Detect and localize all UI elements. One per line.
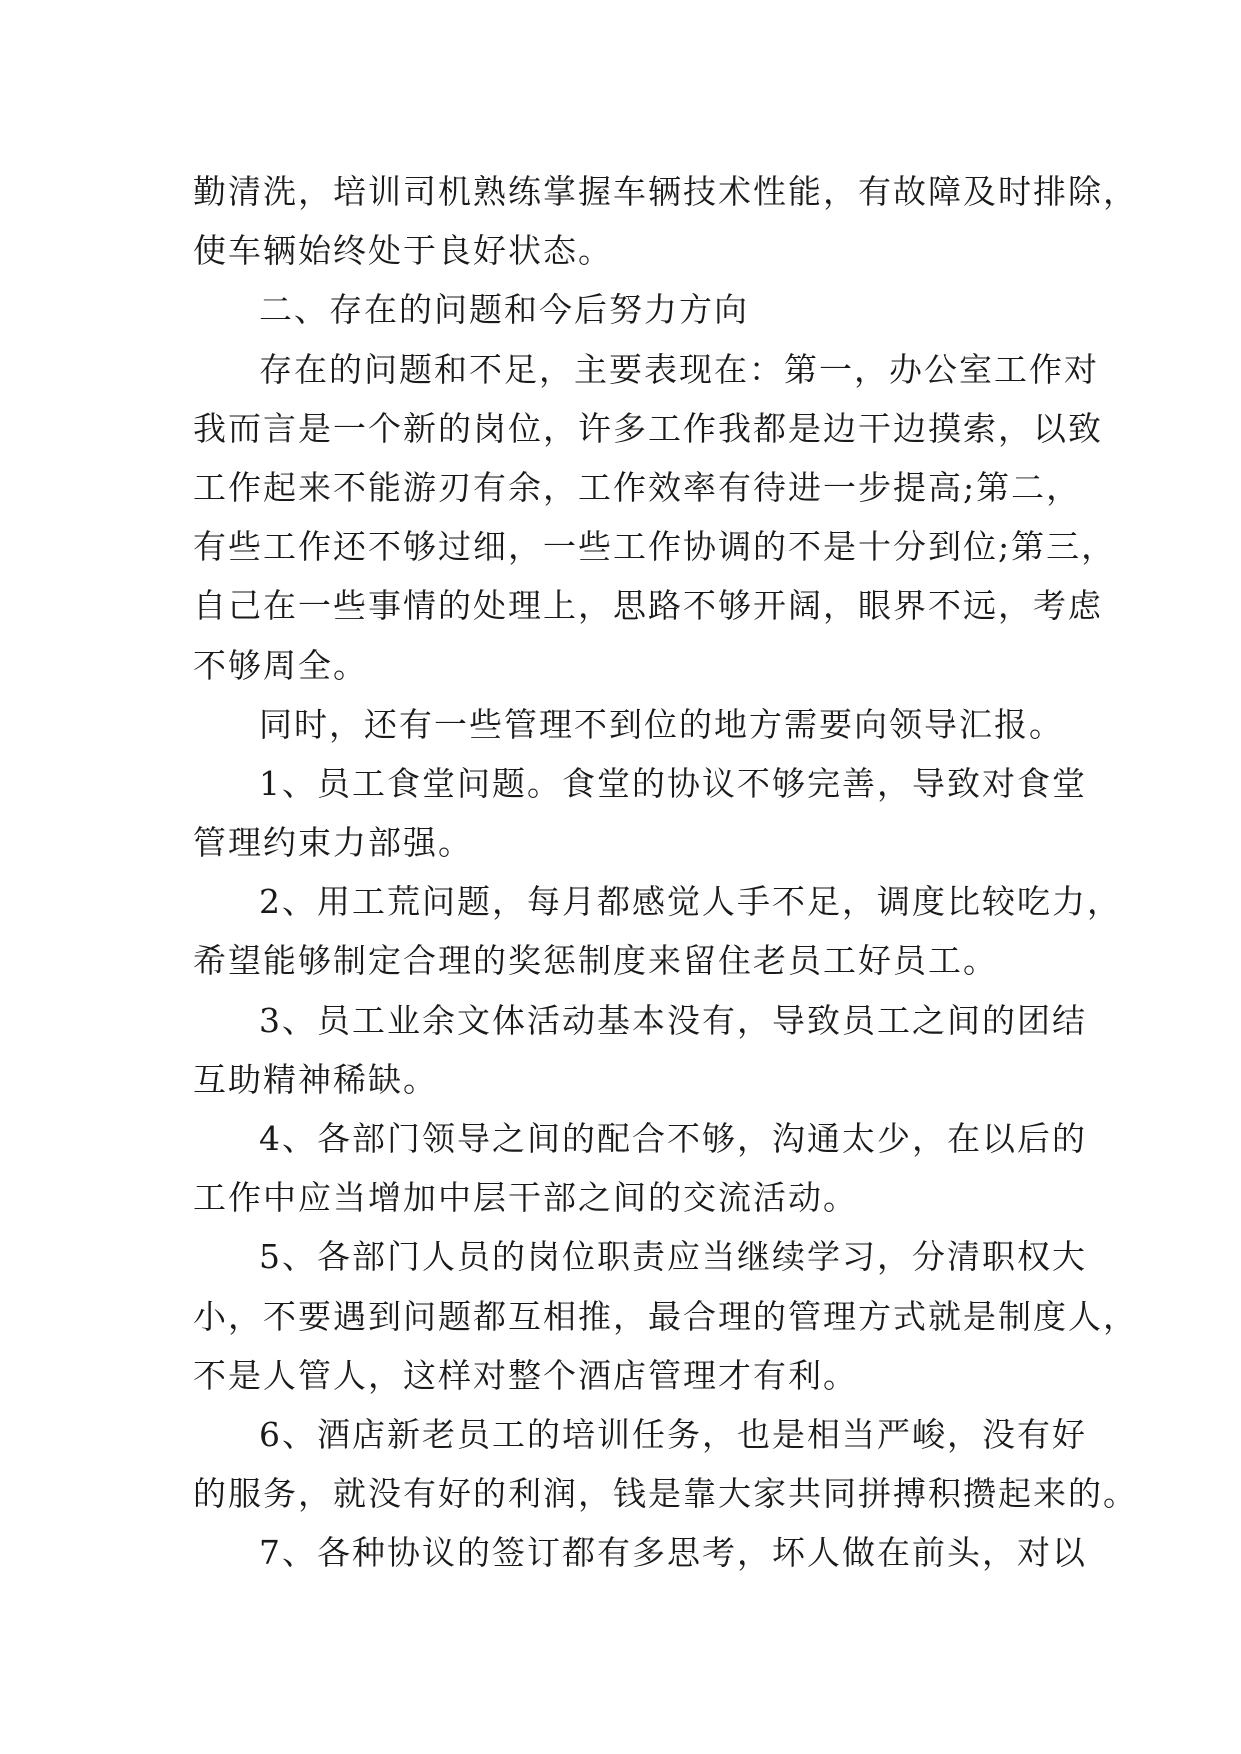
text-line: 勤清洗，培训司机熟练掌握车辆技术性能，有故障及时排除， [193,172,1138,211]
text-line: 自己在一些事情的处理上，思路不够开阔，眼界不远，考虑 [193,586,1103,626]
list-item-1: 1、员工食堂问题。食堂的协议不够完善，导致对食堂 [259,763,1087,803]
text-line: 使车辆始终处于良好状态。 [193,231,613,271]
list-item-7: 7、各种协议的签订都有多思考，坏人做在前头，对以 [259,1533,1087,1573]
text-line: 存在的问题和不足，主要表现在：第一，办公室工作对 [259,349,1099,389]
list-item-3: 3、员工业余文体活动基本没有，导致员工之间的团结 [259,1000,1087,1040]
text-line: 的服务，就没有好的利润，钱是靠大家共同拼搏积攒起来的。 [193,1474,1138,1514]
section-heading: 二、存在的问题和今后努力方向 [259,290,749,330]
text-line: 小，不要遇到问题都互相推，最合理的管理方式就是制度人， [193,1296,1138,1336]
text-line: 互助精神稀缺。 [193,1059,438,1099]
text-line: 工作中应当增加中层干部之间的交流活动。 [193,1178,858,1218]
text-line: 希望能够制定合理的奖惩制度来留住老员工好员工。 [193,941,998,981]
document-body [193,162,1138,1583]
text-line: 不是人管人，这样对整个酒店管理才有利。 [193,1355,858,1395]
text-line: 我而言是一个新的岗位，许多工作我都是边干边摸索，以致 [193,408,1103,448]
text-line: 同时，还有一些管理不到位的地方需要向领导汇报。 [259,704,1064,744]
list-item-4: 4、各部门领导之间的配合不够，沟通太少，在以后的 [259,1119,1087,1158]
list-item-6: 6、酒店新老员工的培训任务，也是相当严峻，没有好 [259,1414,1087,1454]
text-line: 有些工作还不够过细，一些工作协调的不是十分到位;第三， [193,527,1117,567]
text-line: 不够周全。 [193,645,368,685]
list-item-5: 5、各部门人员的岗位职责应当继续学习，分清职权大 [259,1237,1087,1277]
list-item-2: 2、用工荒问题，每月都感觉人手不足，调度比较吃力， [259,882,1122,922]
text-line: 管理约束力部强。 [193,823,473,863]
text-line: 工作起来不能游刃有余，工作效率有待进一步提高;第二， [193,467,1082,507]
